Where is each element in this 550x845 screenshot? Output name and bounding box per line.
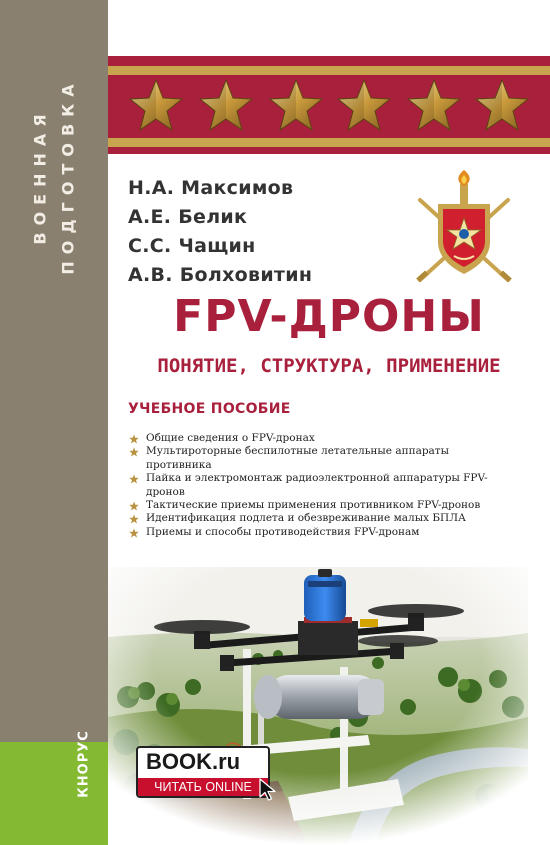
gold-star-icon bbox=[268, 78, 324, 134]
topic-item bbox=[128, 472, 488, 499]
publisher-name: КНОРУС bbox=[76, 730, 92, 798]
band-stripe-top bbox=[108, 66, 550, 75]
author-name: С.С. Чащин bbox=[128, 235, 256, 257]
bullet-star-icon bbox=[129, 447, 139, 457]
spine-series-line-2: ПОДГОТОВКА bbox=[58, 77, 78, 275]
military-emblem bbox=[414, 170, 514, 288]
bullet-star-icon bbox=[129, 434, 139, 444]
topic-item bbox=[128, 499, 488, 512]
topic-list bbox=[128, 432, 488, 539]
topic-text: Пайка и электромонтаж радиоэлектронной аппаратуры FPV-дронов bbox=[146, 472, 488, 498]
topic-text: Общие сведения о FPV-дронах bbox=[146, 432, 315, 444]
topic-text: Приемы и способы противодействия FPV-дронам bbox=[146, 525, 420, 538]
badge-brand: BOOK.ru bbox=[146, 749, 241, 774]
read-online-button[interactable]: ЧИТАТЬ ONLINE bbox=[138, 778, 268, 796]
spine-series-line-1: ВОЕННАЯ bbox=[30, 107, 50, 245]
bullet-star-icon bbox=[129, 501, 139, 511]
gold-star-icon bbox=[128, 78, 184, 134]
author-list bbox=[128, 174, 312, 290]
gold-star-icon bbox=[406, 78, 462, 134]
gold-star-icon bbox=[336, 78, 392, 134]
spine-publisher-block bbox=[0, 742, 108, 845]
bullet-star-icon bbox=[129, 528, 139, 538]
bullet-star-icon bbox=[129, 474, 139, 484]
book-subtitle: ПОНЯТИЕ, СТРУКТУРА, ПРИМЕНЕНИЕ bbox=[157, 355, 501, 377]
author-name: А.Е. Белик bbox=[128, 206, 248, 228]
author-name: Н.А. Максимов bbox=[128, 177, 294, 199]
gold-star-icon bbox=[198, 78, 254, 134]
topic-text: Мультироторные беспилотные летательные аппараты противника bbox=[146, 445, 449, 471]
bullet-star-icon bbox=[129, 514, 139, 524]
topic-item bbox=[128, 432, 488, 445]
author-name: А.В. Болховитин bbox=[128, 264, 313, 286]
book-title: FPV-ДРОНЫ bbox=[173, 291, 485, 342]
drone-photo bbox=[108, 567, 528, 845]
spine bbox=[0, 0, 108, 845]
band-stripe-bottom bbox=[108, 138, 550, 147]
topic-text: Идентификация подлета и обезвреживание малых БПЛА bbox=[146, 512, 466, 525]
topic-text: Тактические приемы применения противником FPV-дронов bbox=[146, 499, 481, 512]
gold-star-icon bbox=[474, 78, 530, 134]
book-type: УЧЕБНОЕ ПОСОБИЕ bbox=[128, 401, 291, 417]
online-reading-badge[interactable] bbox=[136, 746, 270, 798]
star-row bbox=[108, 78, 550, 138]
mouse-cursor-icon bbox=[258, 778, 280, 802]
topic-item bbox=[128, 512, 488, 525]
topic-item bbox=[128, 445, 488, 472]
topic-item bbox=[128, 526, 488, 539]
